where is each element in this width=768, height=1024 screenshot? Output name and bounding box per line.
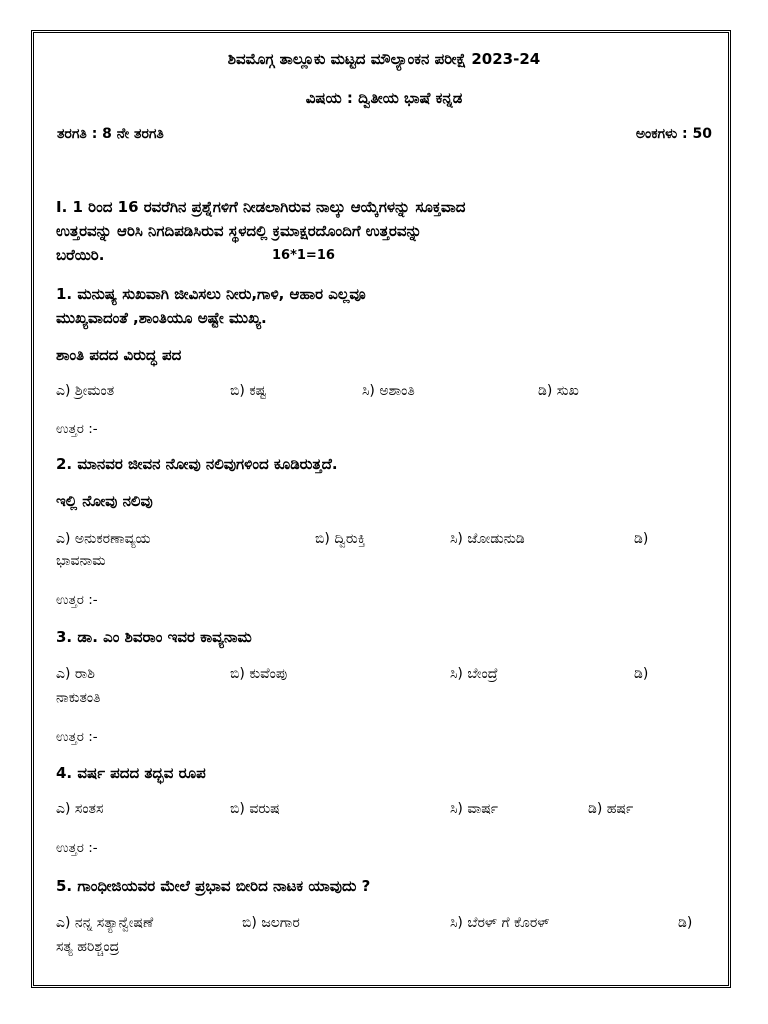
- question-2-line-1: 2. ಮಾನವರ ಜೀವನ ನೋವು ನಲಿವುಗಳಿಂದ ಕೂಡಿರುತ್ತದೆ.: [56, 455, 338, 473]
- question-5-option-d: ಡಿ): [678, 915, 693, 931]
- question-2-option-a: ಎ) ಅನುಕರಣಾವ್ಯಯ: [56, 531, 151, 547]
- section-marks: 16*1=16: [272, 248, 335, 263]
- question-5-option-d-text: ಸತ್ಯ ಹರಿಶ್ಚಂದ್ರ: [56, 939, 120, 955]
- question-4-option-a: ಎ) ಸಂತಸ: [56, 801, 104, 817]
- question-5-line-1: 5. ಗಾಂಧೀಜಿಯವರ ಮೇಲೆ ಪ್ರಭಾವ ಬೀರಿದ ನಾಟಕ ಯಾವುದು ?: [56, 877, 371, 895]
- subject-line: ವಿಷಯ : ದ್ವಿತೀಯ ಭಾಷೆ ಕನ್ನಡ: [305, 89, 463, 107]
- question-3-option-d-text: ನಾಕುತಂತಿ: [56, 690, 101, 706]
- question-3-answer: ಉತ್ತರ :-: [56, 729, 98, 745]
- question-3-option-c: ಸಿ) ಬೇಂದ್ರೆ: [450, 666, 498, 682]
- question-2-option-d-text: ಭಾವನಾಮ: [56, 553, 106, 569]
- question-1-option-b: ಬಿ) ಕಷ್ಟ: [230, 383, 267, 399]
- question-4-option-c: ಸಿ) ವಾರ್ಷ: [450, 801, 499, 817]
- class-label: ತರಗತಿ : 8 ನೇ ತರಗತಿ: [57, 126, 164, 142]
- question-1-answer: ಉತ್ತರ :-: [56, 421, 98, 437]
- question-3-option-b: ಬಿ) ಕುವೆಂಪು: [230, 666, 288, 682]
- instruction-line-3: ಬರೆಯಿರಿ.: [56, 246, 105, 264]
- question-4-line-1: 4. ವರ್ಷ ಪದದ ತದ್ಭವ ರೂಪ: [56, 764, 206, 782]
- question-1-line-2: ಮುಖ್ಯವಾದಂತೆ ,ಶಾಂತಿಯೂ ಅಷ್ಟೇ ಮುಖ್ಯ.: [56, 309, 267, 327]
- question-5-option-a: ಎ) ನನ್ನ ಸತ್ಯಾನ್ವೇಷಣೆ: [56, 915, 154, 931]
- question-3-line-1: 3. ಡಾ. ಎಂ ಶಿವರಾಂ ಇವರ ಕಾವ್ಯನಾಮ: [56, 628, 252, 646]
- question-3-option-a: ಎ) ರಾಶಿ: [56, 666, 95, 682]
- question-5-option-c: ಸಿ) ಬೆರಳ್ ಗೆ ಕೊರಳ್: [450, 915, 550, 931]
- question-2-answer: ಉತ್ತರ :-: [56, 592, 98, 608]
- question-1-option-c: ಸಿ) ಅಶಾಂತಿ: [362, 383, 415, 399]
- question-2-option-d: ಡಿ): [634, 531, 649, 547]
- instruction-line-1: I. 1 ರಿಂದ 16 ರವರೆಗಿನ ಪ್ರಶ್ನೆಗಳಿಗೆ ನೀಡಲಾಗಿರುವ ನಾಲ್ಕು ಆಯ್ಕೆಗಳನ್ನು ಸೂಕ್ತವಾದ: [56, 198, 466, 216]
- question-3-option-d: ಡಿ): [634, 666, 649, 682]
- question-4-option-b: ಬಿ) ವರುಷ: [230, 801, 280, 817]
- exam-title: ಶಿವಮೊಗ್ಗ ತಾಲ್ಲೂಕು ಮಟ್ಟದ ಮೌಲ್ಯಾಂಕನ ಪರೀಕ್ಷೆ 2023-24: [227, 50, 541, 68]
- question-2-option-b: ಬಿ) ದ್ವಿರುಕ್ತಿ: [315, 531, 366, 547]
- question-4-option-d: ಡಿ) ಹರ್ಷ: [588, 801, 634, 817]
- marks-label: ಅಂಕಗಳು : 50: [635, 126, 712, 142]
- question-5-option-b: ಬಿ) ಜಲಗಾರ: [242, 915, 300, 931]
- question-1-option-d: ಡಿ) ಸುಖ: [538, 383, 579, 399]
- question-1-option-a: ಎ) ಶ್ರೀಮಂತ: [56, 383, 115, 399]
- question-1-sub: ಶಾಂತಿ ಪದದ ವಿರುದ್ಧ ಪದ: [56, 346, 182, 364]
- question-2-option-c: ಸಿ) ಜೋಡುನುಡಿ: [450, 531, 525, 547]
- instruction-line-2: ಉತ್ತರವನ್ನು ಆರಿಸಿ ನಿಗದಿಪಡಿಸಿರುವ ಸ್ಥಳದಲ್ಲಿ ಕ್ರಮಾಕ್ಷರದೊಂದಿಗೆ ಉತ್ತರವನ್ನು: [56, 222, 422, 240]
- question-4-answer: ಉತ್ತರ :-: [56, 840, 98, 856]
- question-1-line-1: 1. ಮನುಷ್ಯ ಸುಖವಾಗಿ ಜೀವಿಸಲು ನೀರು,ಗಾಳಿ, ಆಹಾರ ಎಲ್ಲವೂ: [56, 285, 366, 303]
- question-2-sub: ಇಲ್ಲಿ ನೋವು ನಲಿವು: [56, 492, 153, 510]
